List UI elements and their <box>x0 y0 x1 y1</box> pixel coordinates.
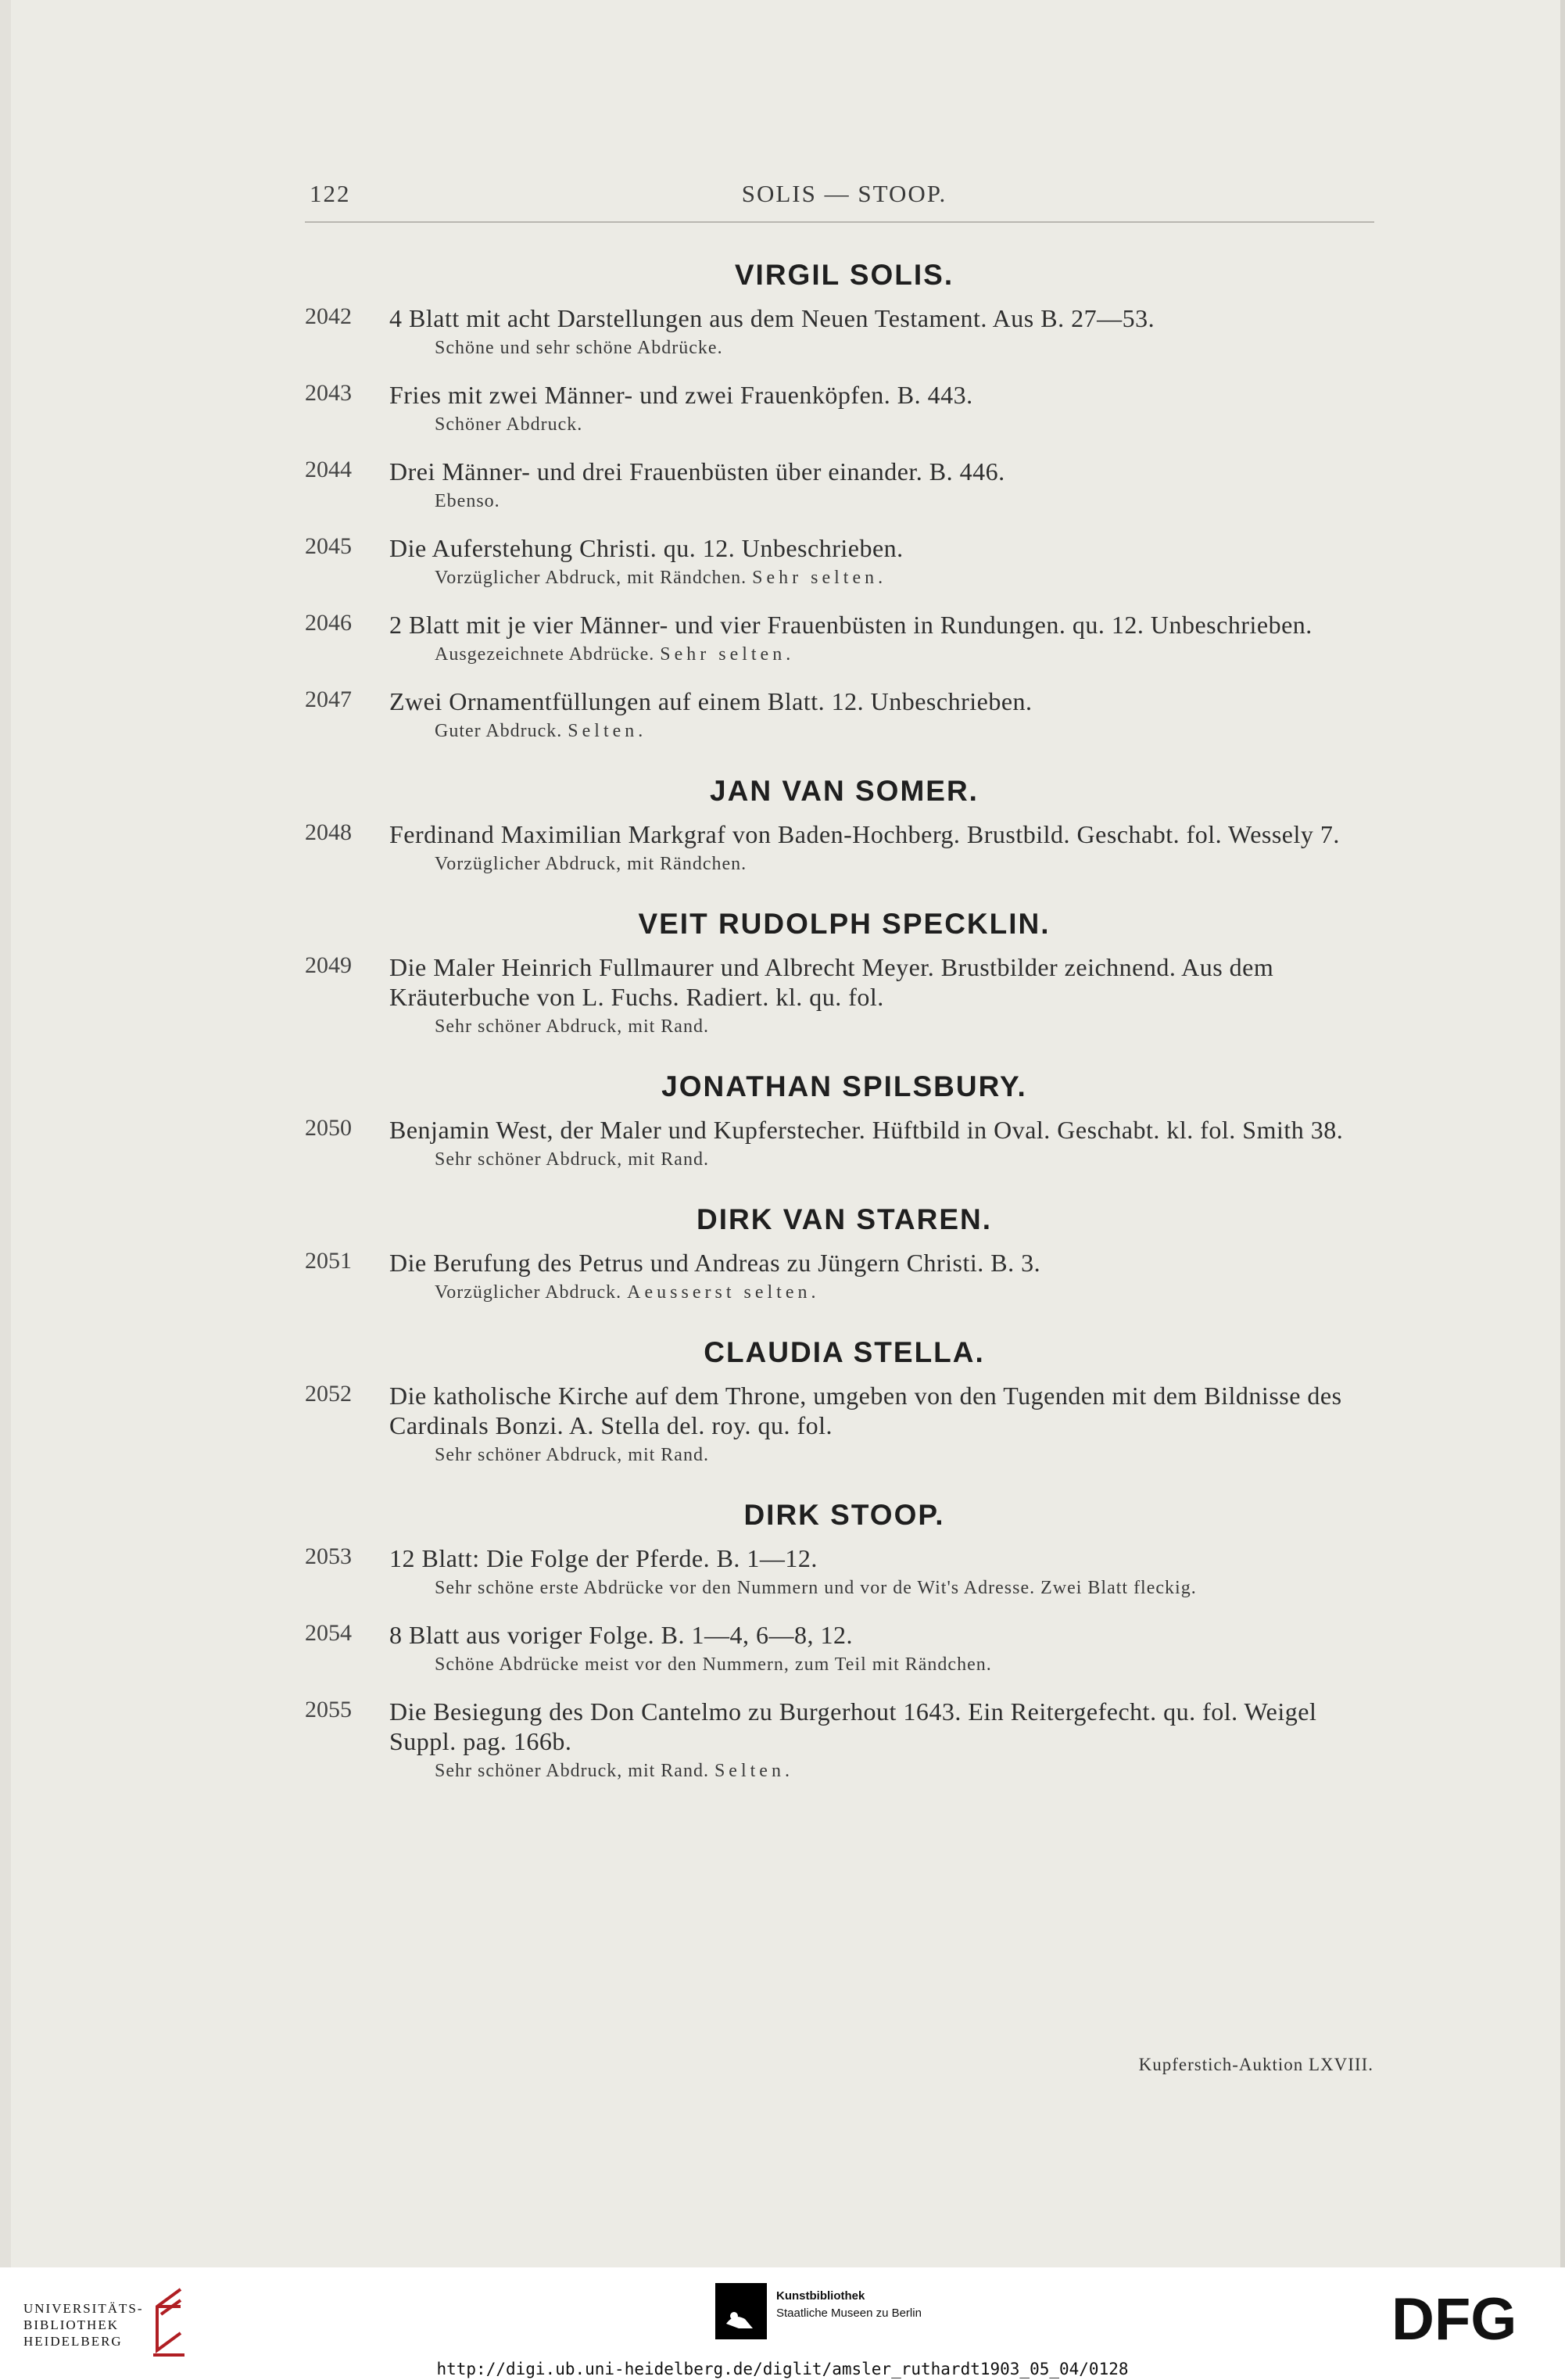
lot-entry <box>305 380 1384 436</box>
lot-condition-note <box>435 1281 1384 1304</box>
dfg-logo-text: DFG <box>1391 2289 1517 2347</box>
lot-entry <box>305 686 1384 743</box>
lot-entry <box>305 610 1384 666</box>
lot-number: 2049 <box>305 952 352 978</box>
lot-condition-note <box>435 1653 1384 1676</box>
lot-entry <box>305 1620 1384 1676</box>
kunstbibliothek-text <box>776 2288 922 2322</box>
lot-condition-note <box>435 852 1384 876</box>
condition-text: Vorzüglicher Abdruck, mit Rändchen. <box>435 568 747 588</box>
lot-number: 2051 <box>305 1248 352 1274</box>
lot-number: 2053 <box>305 1543 352 1569</box>
rarity-text: Sehr selten. <box>752 568 887 588</box>
kb-title: Kunstbibliothek <box>776 2289 865 2303</box>
condition-text: Ausgezeichnete Abdrücke. <box>435 644 655 665</box>
artist-heading: VEIT RUDOLPH SPECKLIN. <box>638 908 1051 940</box>
lot-entry <box>305 952 1384 1038</box>
lot-description: 4 Blatt mit acht Darstellungen aus dem Neuen Testament. Aus B. 27—53. <box>389 304 1155 332</box>
condition-text: Sehr schöner Abdruck, mit Rand. <box>435 1445 709 1465</box>
condition-text: Vorzüglicher Abdruck, mit Rändchen. <box>435 854 747 874</box>
condition-text: Sehr schöne erste Abdrücke vor den Nummern und vor de Wit's Adresse. Zwei Blatt fleckig. <box>435 1578 1197 1598</box>
lot-description: Die Maler Heinrich Fullmaurer und Albrecht Meyer. Brustbilder zeichnend. Aus dem Kräuterbuche von L. Fuchs. Radiert. kl. qu. fol. <box>389 953 1274 1011</box>
running-title: SOLIS — STOOP. <box>741 180 947 207</box>
page-edge-right <box>1560 0 1565 2267</box>
lot-number: 2055 <box>305 1697 352 1722</box>
lot-entry <box>305 1115 1384 1171</box>
lot-condition-note <box>435 719 1384 743</box>
artist-heading: VIRGIL SOLIS. <box>734 259 954 291</box>
condition-text: Sehr schöner Abdruck, mit Rand. <box>435 1149 709 1170</box>
header-rule <box>305 221 1374 223</box>
condition-text: Sehr schöner Abdruck, mit Rand. <box>435 1016 709 1037</box>
rarity-text: Selten. <box>714 1761 793 1781</box>
lot-condition-note <box>435 1443 1384 1467</box>
lot-condition-note <box>435 1015 1384 1038</box>
ub-line-1: UNIVERSITÄTS- <box>23 2301 144 2316</box>
lot-entry <box>305 819 1384 876</box>
artist-heading: DIRK STOOP. <box>743 1499 945 1531</box>
lot-number: 2047 <box>305 686 352 712</box>
kunstbibliothek-logo-icon <box>715 2283 767 2339</box>
lot-condition-note <box>435 336 1384 360</box>
lot-description: Die Berufung des Petrus und Andreas zu Jüngern Christi. B. 3. <box>389 1249 1041 1277</box>
lot-description: Drei Männer- und drei Frauenbüsten über einander. B. 446. <box>389 457 1005 486</box>
lot-description: Die Auferstehung Christi. qu. 12. Unbeschrieben. <box>389 534 904 562</box>
lot-condition-note <box>435 413 1384 436</box>
condition-text: Vorzüglicher Abdruck. <box>435 1282 622 1303</box>
lot-entry <box>305 457 1384 513</box>
lot-number: 2050 <box>305 1115 352 1141</box>
signature-mark: Kupferstich-Auktion LXVIII. <box>1138 2055 1373 2074</box>
rarity-text: Selten. <box>568 721 647 741</box>
page-number: 122 <box>310 180 351 207</box>
lot-entry <box>305 1248 1384 1304</box>
lot-entry <box>305 1543 1384 1600</box>
lot-number: 2044 <box>305 457 352 482</box>
ub-heidelberg-logo-text <box>23 2300 144 2350</box>
artist-heading: JONATHAN SPILSBURY. <box>661 1070 1027 1102</box>
running-head <box>305 180 1384 214</box>
condition-text: Schöne Abdrücke meist vor den Nummern, zum Teil mit Rändchen. <box>435 1654 992 1675</box>
dfg-logo <box>1391 2289 1540 2347</box>
artist-heading: CLAUDIA STELLA. <box>704 1336 985 1368</box>
lot-condition-note <box>435 489 1384 513</box>
artist-heading: JAN VAN SOMER. <box>710 775 979 807</box>
ub-line-2: BIBLIOTHEK <box>23 2317 119 2332</box>
digitization-footer <box>0 2267 1565 2380</box>
lot-condition-note <box>435 566 1384 590</box>
lot-description: Die katholische Kirche auf dem Throne, umgeben von den Tugenden mit dem Bildnisse des Cardinals Bonzi. A. Stella del. roy. qu. fol. <box>389 1382 1342 1439</box>
lot-number: 2045 <box>305 533 352 559</box>
lot-entry <box>305 1381 1384 1467</box>
lot-condition-note <box>435 1759 1384 1783</box>
lot-number: 2043 <box>305 380 352 406</box>
lot-description: Benjamin West, der Maler und Kupferstecher. Hüftbild in Oval. Geschabt. kl. fol. Smith 38. <box>389 1116 1344 1144</box>
lot-description: 8 Blatt aus voriger Folge. B. 1—4, 6—8, 12. <box>389 1621 854 1649</box>
rarity-text: Sehr selten. <box>660 644 795 665</box>
lot-description: 2 Blatt mit je vier Männer- und vier Frauenbüsten in Rundungen. qu. 12. Unbeschrieben. <box>389 611 1313 639</box>
ub-line-3: HEIDELBERG <box>23 2334 123 2349</box>
page-edge-left <box>0 0 11 2267</box>
lot-number: 2048 <box>305 819 352 845</box>
catalogue-body <box>305 258 1384 1783</box>
condition-text: Ebenso. <box>435 491 500 511</box>
lot-entry <box>305 1697 1384 1783</box>
lot-number: 2042 <box>305 303 352 329</box>
lot-description: Die Besiegung des Don Cantelmo zu Burgerhout 1643. Ein Reitergefecht. qu. fol. Weigel Suppl. pag. 166b. <box>389 1697 1317 1755</box>
artist-heading: DIRK VAN STAREN. <box>696 1203 993 1235</box>
lot-description: Fries mit zwei Männer- und zwei Frauenköpfen. B. 443. <box>389 381 973 409</box>
condition-text: Guter Abdruck. <box>435 721 563 741</box>
lot-condition-note <box>435 1576 1384 1600</box>
kb-subtitle: Staatliche Museen zu Berlin <box>776 2307 922 2320</box>
condition-text: Sehr schöner Abdruck, mit Rand. <box>435 1761 709 1781</box>
lot-description: Ferdinand Maximilian Markgraf von Baden-Hochberg. Brustbild. Geschabt. fol. Wessely 7. <box>389 820 1340 848</box>
lot-condition-note <box>435 643 1384 666</box>
lot-entry <box>305 533 1384 590</box>
lot-number: 2052 <box>305 1381 352 1407</box>
lot-number: 2046 <box>305 610 352 636</box>
condition-text: Schöner Abdruck. <box>435 414 583 435</box>
ub-heidelberg-icon <box>145 2283 192 2361</box>
lot-description: Zwei Ornamentfüllungen auf einem Blatt. 12. Unbeschrieben. <box>389 687 1033 715</box>
lot-entry <box>305 303 1384 360</box>
lot-description: 12 Blatt: Die Folge der Pferde. B. 1—12. <box>389 1544 818 1572</box>
lot-number: 2054 <box>305 1620 352 1646</box>
condition-text: Schöne und sehr schöne Abdrücke. <box>435 338 723 358</box>
permalink[interactable]: http://digi.ub.uni-heidelberg.de/diglit/amsler_ruthardt1903_05_04/0128 <box>436 2360 1129 2378</box>
lot-condition-note <box>435 1148 1384 1171</box>
rarity-text: Aeusserst selten. <box>627 1282 820 1303</box>
